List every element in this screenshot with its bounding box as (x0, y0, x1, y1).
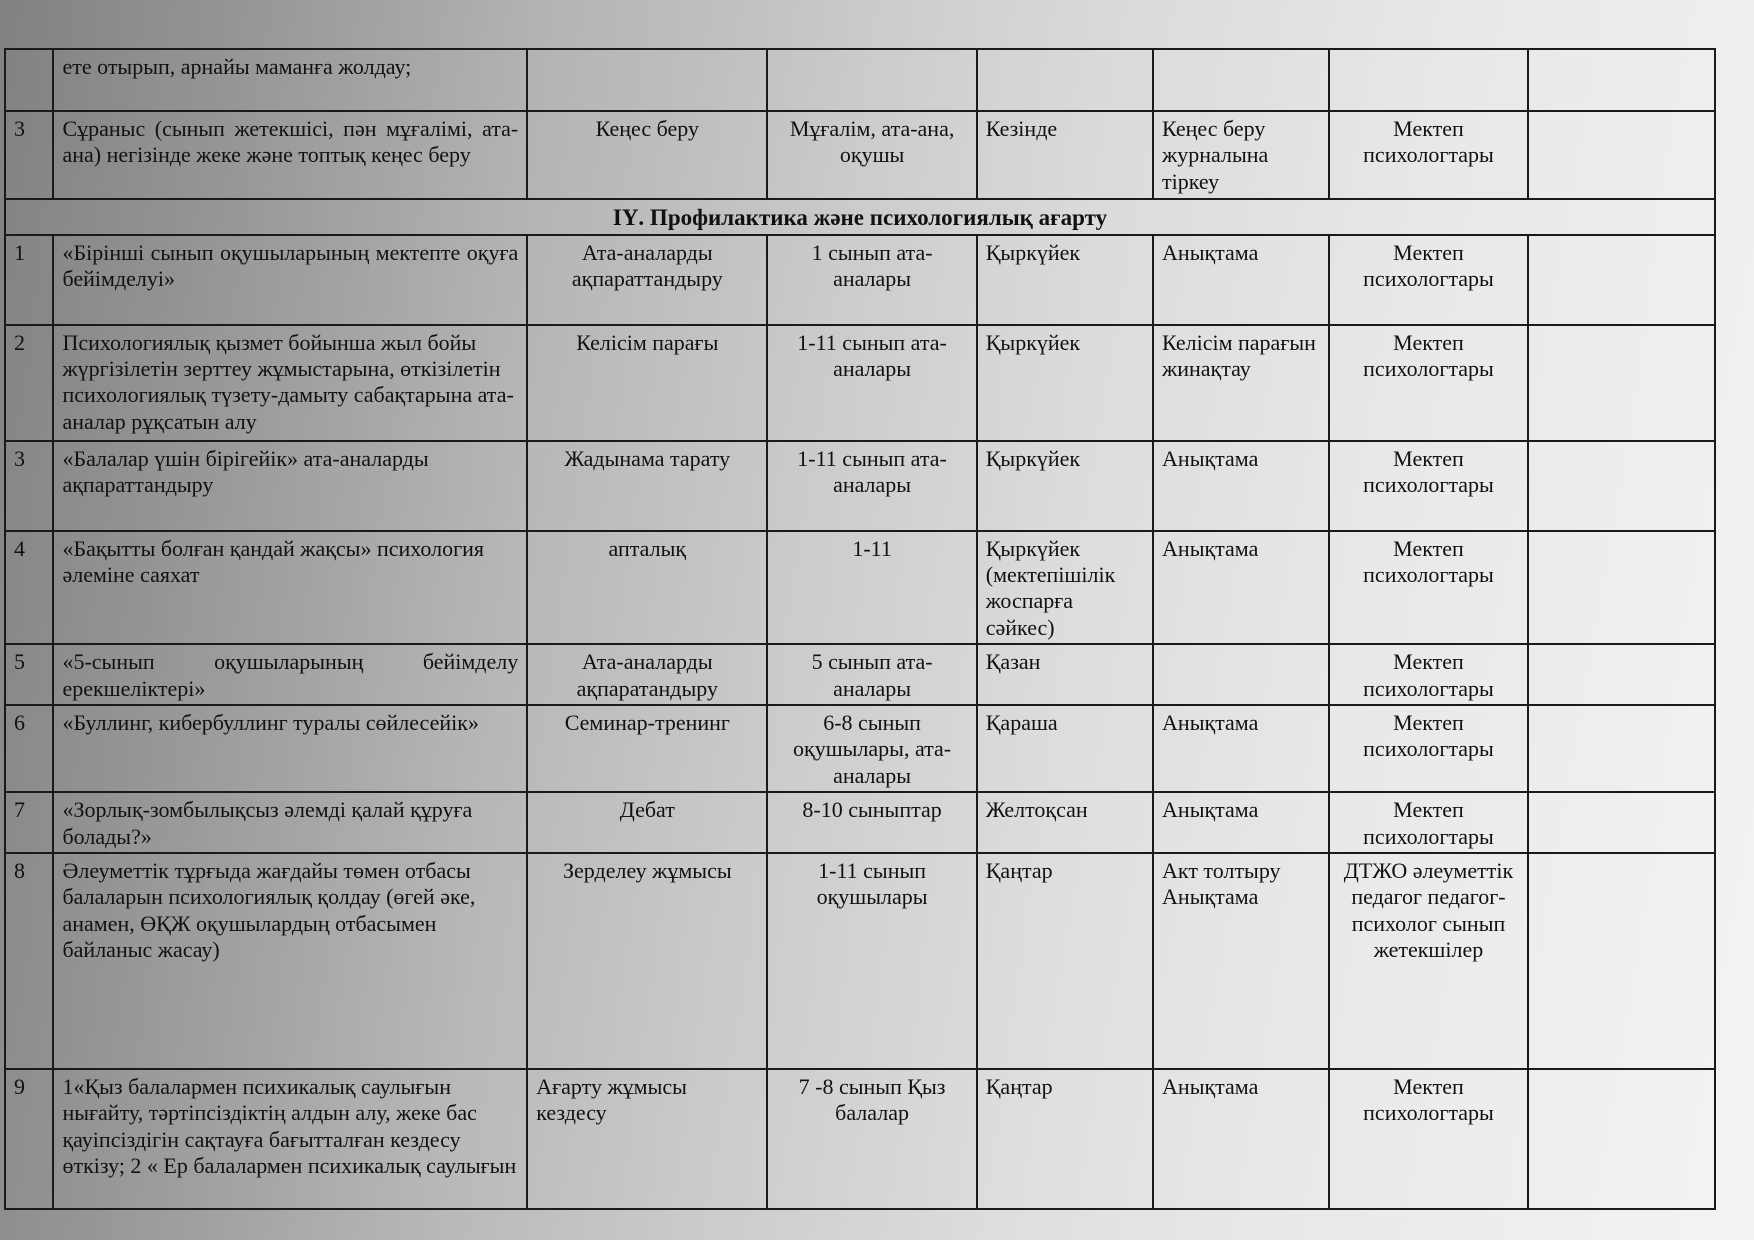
responsible-cell: ДТЖО әлеуметтік педагог педагог-психолог сынып жетекшілер (1329, 853, 1527, 1069)
event-cell: «Зорлық-зомбылықсыз әлемді қалай құруға болады?» (53, 792, 527, 853)
participants-cell: 1-11 (767, 531, 976, 645)
date-cell: Қыркүйек (977, 441, 1153, 531)
participants-cell: 1 сынып ата-аналары (767, 235, 976, 325)
result-cell: Анықтама (1153, 441, 1329, 531)
date-cell: Қыркүйек (мектепішілік жоспарға сәйкес) (977, 531, 1153, 645)
row-number: 8 (5, 853, 53, 1069)
table-row (5, 441, 1715, 531)
date-cell: Қаңтар (977, 1069, 1153, 1209)
row-number (5, 49, 53, 111)
form-cell: Зерделеу жұмысы (527, 853, 767, 1069)
form-cell: Ата-аналарды ақпаратандыру (527, 644, 767, 705)
form-cell: Ағарту жұмысы кездесу (527, 1069, 767, 1209)
participants-cell (767, 49, 976, 111)
responsible-cell: Мектеп психологтары (1329, 111, 1527, 199)
date-cell: Қаңтар (977, 853, 1153, 1069)
row-number: 7 (5, 792, 53, 853)
form-cell: Жадынама тарату (527, 441, 767, 531)
event-cell: «Бақытты болған қандай жақсы» психология әлеміне саяхат (53, 531, 527, 645)
result-cell: Анықтама (1153, 531, 1329, 645)
form-cell: Дебат (527, 792, 767, 853)
event-cell: Әлеуметтік тұрғыда жағдайы төмен отбасы балаларын психологиялық қолдау (өгей әке, анамен, ӨҚЖ оқушылардың отбасымен байланыс жасау) (53, 853, 527, 1069)
note-cell (1528, 531, 1715, 645)
responsible-cell: Мектеп психологтары (1329, 1069, 1527, 1209)
participants-cell: 1-11 сынып ата-аналары (767, 441, 976, 531)
participants-cell: 5 сынып ата-аналары (767, 644, 976, 705)
date-cell: Қыркүйек (977, 325, 1153, 441)
table-row (5, 531, 1715, 645)
row-number: 5 (5, 644, 53, 705)
note-cell (1528, 49, 1715, 111)
responsible-cell: Мектеп психологтары (1329, 644, 1527, 705)
row-number: 3 (5, 441, 53, 531)
responsible-cell: Мектеп психологтары (1329, 792, 1527, 853)
row-number: 1 (5, 235, 53, 325)
table-row (5, 111, 1715, 199)
note-cell (1528, 235, 1715, 325)
event-cell: Психологиялық қызмет бойынша жыл бойы жүргізілетін зерттеу жұмыстарына, өткізілетін психологиялық түзету-дамыту сабақтарына ата-аналар рұқсатын алу (53, 325, 527, 441)
participants-cell: 1-11 сынып ата-аналары (767, 325, 976, 441)
table-row (5, 853, 1715, 1069)
form-cell: Ата-аналарды ақпараттандыру (527, 235, 767, 325)
note-cell (1528, 441, 1715, 531)
responsible-cell: Мектеп психологтары (1329, 531, 1527, 645)
participants-cell: Мұғалім, ата-ана, оқушы (767, 111, 976, 199)
form-cell: апталық (527, 531, 767, 645)
result-cell: Акт толтыру Анықтама (1153, 853, 1329, 1069)
row-number: 9 (5, 1069, 53, 1209)
note-cell (1528, 705, 1715, 792)
date-cell: Қыркүйек (977, 235, 1153, 325)
responsible-cell: Мектеп психологтары (1329, 705, 1527, 792)
section-title: ІҮ. Профилактика және психологиялық ағарту (5, 199, 1715, 235)
result-cell: Кеңес беру журналына тіркеу (1153, 111, 1329, 199)
participants-cell: 6-8 сынып оқушылары, ата-аналары (767, 705, 976, 792)
result-cell: Анықтама (1153, 792, 1329, 853)
participants-cell: 7 -8 сынып Қыз балалар (767, 1069, 976, 1209)
responsible-cell: Мектеп психологтары (1329, 235, 1527, 325)
form-cell (527, 49, 767, 111)
responsible-cell (1329, 49, 1527, 111)
event-cell: «5-сынып оқушыларының бейімделу ерекшеліктері» (53, 644, 527, 705)
event-cell: 1«Қыз балалармен психикалық саулығын нығайту, тәртіпсіздіктің алдын алу, жеке бас қауіпсіздігін сақтауға бағытталған кездесу өткізу; 2 « Ер балалармен психикалық саулығын (53, 1069, 527, 1209)
row-number: 4 (5, 531, 53, 645)
date-cell: Қазан (977, 644, 1153, 705)
event-cell: «Балалар үшін бірігейік» ата-аналарды ақпараттандыру (53, 441, 527, 531)
table-row (5, 644, 1715, 705)
result-cell: Анықтама (1153, 1069, 1329, 1209)
event-cell: Сұраныс (сынып жетекшісі, пән мұғалімі, ата-ана) негізінде жеке және топтық кеңес беру (53, 111, 527, 199)
work-plan-table (4, 48, 1716, 1210)
form-cell: Келісім парағы (527, 325, 767, 441)
date-cell: Желтоқсан (977, 792, 1153, 853)
note-cell (1528, 644, 1715, 705)
result-cell (1153, 644, 1329, 705)
form-cell: Кеңес беру (527, 111, 767, 199)
note-cell (1528, 792, 1715, 853)
result-cell: Анықтама (1153, 235, 1329, 325)
row-number: 6 (5, 705, 53, 792)
table-row (5, 49, 1715, 111)
table-row (5, 1069, 1715, 1209)
table-row (5, 792, 1715, 853)
row-number: 2 (5, 325, 53, 441)
event-cell: ете отырып, арнайы маманға жолдау; (53, 49, 527, 111)
result-cell (1153, 49, 1329, 111)
note-cell (1528, 853, 1715, 1069)
event-cell: «Бірінші сынып оқушыларының мектепте оқуға бейімделуі» (53, 235, 527, 325)
participants-cell: 1-11 сынып оқушылары (767, 853, 976, 1069)
note-cell (1528, 111, 1715, 199)
date-cell: Кезінде (977, 111, 1153, 199)
responsible-cell: Мектеп психологтары (1329, 325, 1527, 441)
date-cell (977, 49, 1153, 111)
form-cell: Семинар-тренинг (527, 705, 767, 792)
note-cell (1528, 325, 1715, 441)
note-cell (1528, 1069, 1715, 1209)
table-row (5, 325, 1715, 441)
table-row (5, 235, 1715, 325)
date-cell: Қараша (977, 705, 1153, 792)
participants-cell: 8-10 сыныптар (767, 792, 976, 853)
event-cell: «Буллинг, кибербуллинг туралы сөйлесейік» (53, 705, 527, 792)
result-cell: Анықтама (1153, 705, 1329, 792)
section-heading-row (5, 199, 1715, 235)
table-row (5, 705, 1715, 792)
row-number: 3 (5, 111, 53, 199)
result-cell: Келісім парағын жинақтау (1153, 325, 1329, 441)
responsible-cell: Мектеп психологтары (1329, 441, 1527, 531)
